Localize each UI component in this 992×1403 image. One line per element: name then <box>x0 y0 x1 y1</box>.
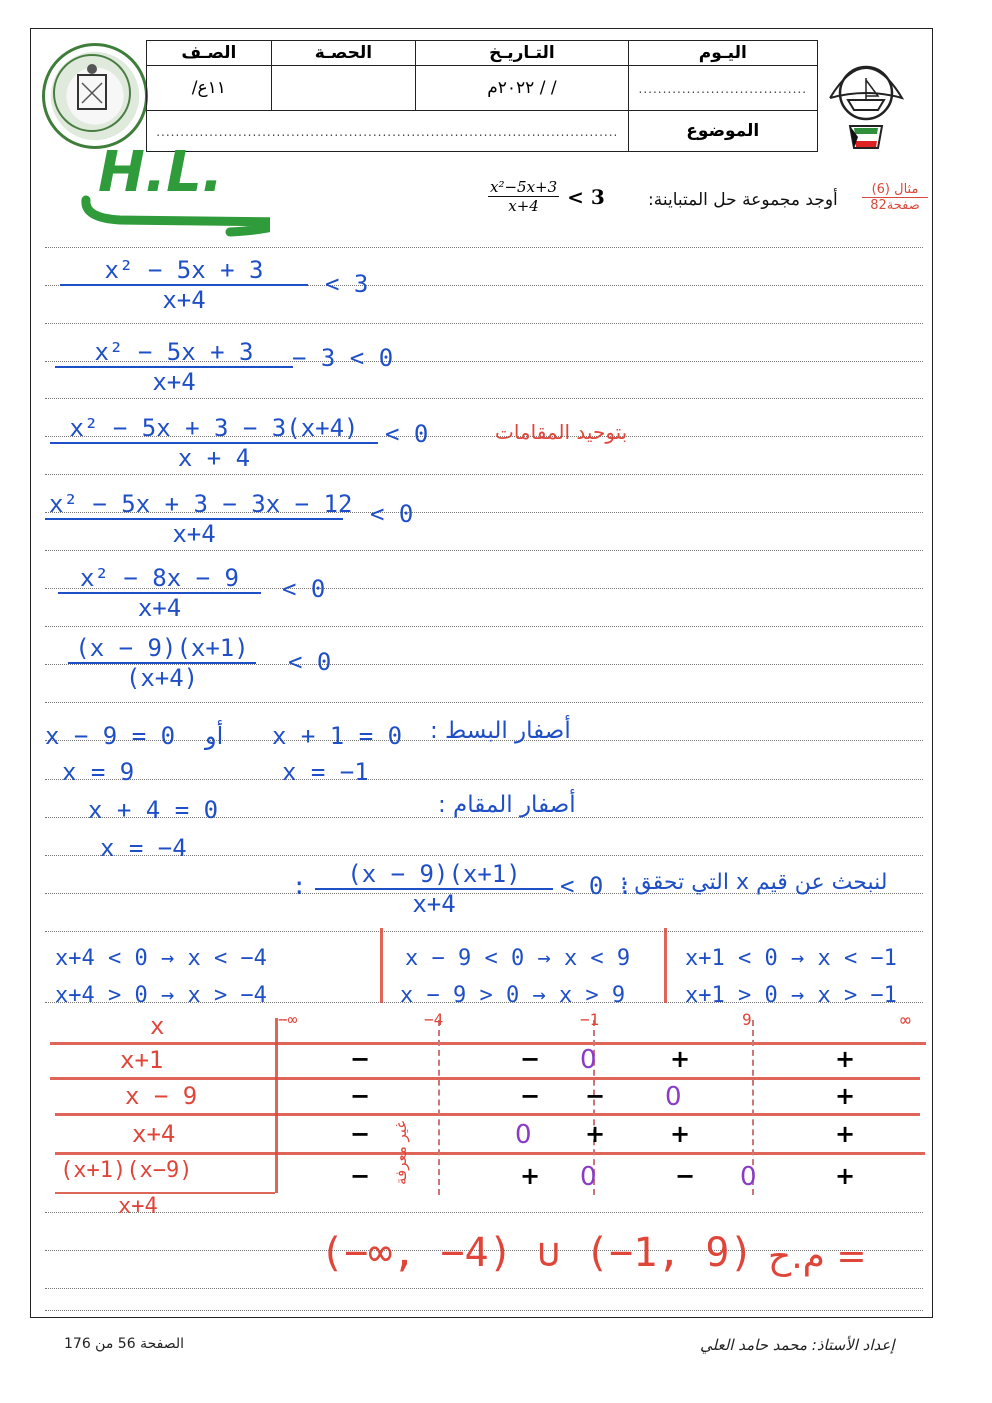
step-4: $\frac{\text{x² − 5x + 3 − 3x − 12}}{x+4}$ <box>45 490 343 548</box>
step-2-rel: − 3 < 0 <box>292 344 394 372</box>
sign-cell: + <box>834 1120 856 1148</box>
period-label: الحصـة <box>271 41 416 66</box>
search-text: لنبحث عن قيم x التي تحقق : <box>620 870 888 895</box>
cond-x4-b: x+4 > 0 → x > −4 <box>55 983 267 1008</box>
day-value: ................................... <box>628 66 817 111</box>
ruled-line <box>45 931 923 932</box>
search-rel: < 0 : <box>560 872 633 900</box>
cond-divider-1 <box>380 928 383 1003</box>
sign-table-hline-2 <box>50 1077 920 1080</box>
step-5: $\frac{\text{x² − 8x − 9}}{x+4}$ <box>58 564 261 622</box>
footer-page: الصفحة 56 من 176 <box>64 1336 184 1352</box>
step-3: $\frac{\text{x² − 5x + 3 − 3(x+4)}}{x + 4}$ <box>50 414 378 472</box>
sign-table-dashed-1 <box>438 1020 440 1195</box>
sign-row-label-4-den: x+4 <box>118 1194 158 1219</box>
step-6-rel: < 0 <box>288 648 332 676</box>
ruled-line <box>45 1288 923 1289</box>
zero-sol-1: x = 9 <box>62 758 135 786</box>
ruled-line <box>45 626 923 627</box>
cond-x1-b: x+1 > 0 → x > −1 <box>685 983 897 1008</box>
step-1: $\frac{\text{x² − 5x + 3}}{x+4}$ <box>60 256 308 314</box>
step-5-rel: < 0 <box>282 575 326 603</box>
sign-row-label-3: x+4 <box>132 1120 176 1148</box>
zero-eq-3: x + 4 = 0 <box>88 796 219 824</box>
sign-cell: − <box>519 1082 541 1110</box>
class-value: ١١ع/ <box>147 66 272 111</box>
sign-table-hline-4 <box>55 1152 925 1155</box>
sign-cell: − <box>674 1162 696 1190</box>
example-inequality: x²−5x+3 x+4 < 3 <box>490 178 605 215</box>
zero-den-label: أصفار المقام : <box>438 792 576 818</box>
sign-row-label-1: x+1 <box>120 1046 164 1074</box>
sign-cell: − <box>349 1162 371 1190</box>
ruled-line <box>45 550 923 551</box>
undefined-note: غير معرفة <box>392 1120 410 1185</box>
hl-logo: H.L. <box>80 140 270 240</box>
sign-table-hline-3 <box>55 1113 920 1116</box>
ruled-line <box>45 474 923 475</box>
sign-table-hline-1 <box>50 1042 926 1045</box>
state-emblem <box>820 48 912 160</box>
sign-cell: + <box>834 1045 856 1073</box>
sign-row-label-2: x − 9 <box>125 1082 198 1110</box>
sign-cell: 0 <box>580 1045 597 1075</box>
step-3-note: بتوحيد المقامات <box>495 420 628 444</box>
sign-cell: + <box>834 1082 856 1110</box>
date-value: / / ٢٠٢٢م <box>416 66 628 111</box>
ruled-line <box>45 247 923 248</box>
step-3-rel: < 0 <box>385 420 429 448</box>
example-prompt: أوجد مجموعة حل المتباينة: <box>648 190 838 210</box>
sign-header-x: x <box>150 1012 165 1040</box>
sign-cell: 0 <box>515 1120 532 1150</box>
period-value <box>271 66 416 111</box>
sign-point-neg-inf: −∞ <box>278 1010 298 1029</box>
date-label: التـاريـخ <box>416 41 628 66</box>
sign-point-9: 9 <box>742 1010 752 1029</box>
school-emblem <box>42 43 148 149</box>
zero-eq-2: x + 1 = 0 <box>272 722 403 750</box>
search-colon: : <box>292 872 307 900</box>
sign-cell: + <box>669 1045 691 1073</box>
cond-x9-b: x − 9 > 0 → x > 9 <box>400 983 626 1008</box>
sign-cell: − <box>349 1082 371 1110</box>
step-1-rel: < 3 <box>325 270 369 298</box>
zero-sol-2: x = −1 <box>282 758 369 786</box>
class-label: الصـف <box>147 41 272 66</box>
ruled-line <box>45 702 923 703</box>
topic-value: ................................................................................................ <box>147 111 629 152</box>
footer-author: إعداد الأستاذ: محمد حامد العلي <box>700 1336 895 1354</box>
answer-label: = م.ح <box>768 1236 867 1277</box>
zero-or: أو <box>205 722 224 750</box>
sign-cell: − <box>349 1045 371 1073</box>
sign-cell: + <box>669 1120 691 1148</box>
zero-sol-3: x = −4 <box>100 834 187 862</box>
sign-point-neg4: −4 <box>424 1010 444 1029</box>
cond-divider-2 <box>664 928 667 1003</box>
example-tag: مثال (6) صفحة82 <box>862 182 928 213</box>
cond-x1-a: x+1 < 0 → x < −1 <box>685 946 897 971</box>
sign-cell: − <box>584 1082 606 1110</box>
sign-point-inf: ∞ <box>900 1010 911 1031</box>
ruled-line <box>45 1310 923 1311</box>
sign-point-neg1: −1 <box>580 1010 600 1029</box>
zero-eq-1: x − 9 = 0 <box>45 722 176 750</box>
step-2: $\frac{\text{x² − 5x + 3}}{x+4}$ <box>55 338 293 396</box>
sign-cell: 0 <box>580 1162 597 1192</box>
ruled-line <box>45 1212 923 1213</box>
sign-row-label-4: (x+1)(x−9) <box>60 1158 193 1183</box>
sign-cell: − <box>349 1120 371 1148</box>
answer-set: (−∞, −4) ∪ (−1, 9) <box>320 1230 754 1276</box>
topic-label: الموضوع <box>628 111 817 152</box>
header-table <box>146 40 818 152</box>
step-4-rel: < 0 <box>370 500 414 528</box>
search-fraction: $\frac{(x - 9)(x+1)}{x+4}$ <box>315 860 553 918</box>
sign-cell: + <box>584 1120 606 1148</box>
ruled-line <box>45 398 923 399</box>
ruled-line <box>45 779 923 780</box>
day-label: اليـوم <box>628 41 817 66</box>
sign-cell: 0 <box>665 1082 682 1112</box>
zero-num-label: أصفار البسط : <box>430 718 571 744</box>
sign-cell: + <box>834 1162 856 1190</box>
ruled-line <box>45 323 923 324</box>
cond-x9-a: x − 9 < 0 → x < 9 <box>405 946 631 971</box>
sign-cell: − <box>519 1045 541 1073</box>
step-6: $\frac{(x - 9)(x+1)}{(x+4)}$ <box>68 634 256 692</box>
sign-cell: + <box>519 1162 541 1190</box>
cond-x4-a: x+4 < 0 → x < −4 <box>55 946 267 971</box>
sign-cell: 0 <box>740 1162 757 1192</box>
sign-table-hline-5 <box>55 1192 275 1194</box>
